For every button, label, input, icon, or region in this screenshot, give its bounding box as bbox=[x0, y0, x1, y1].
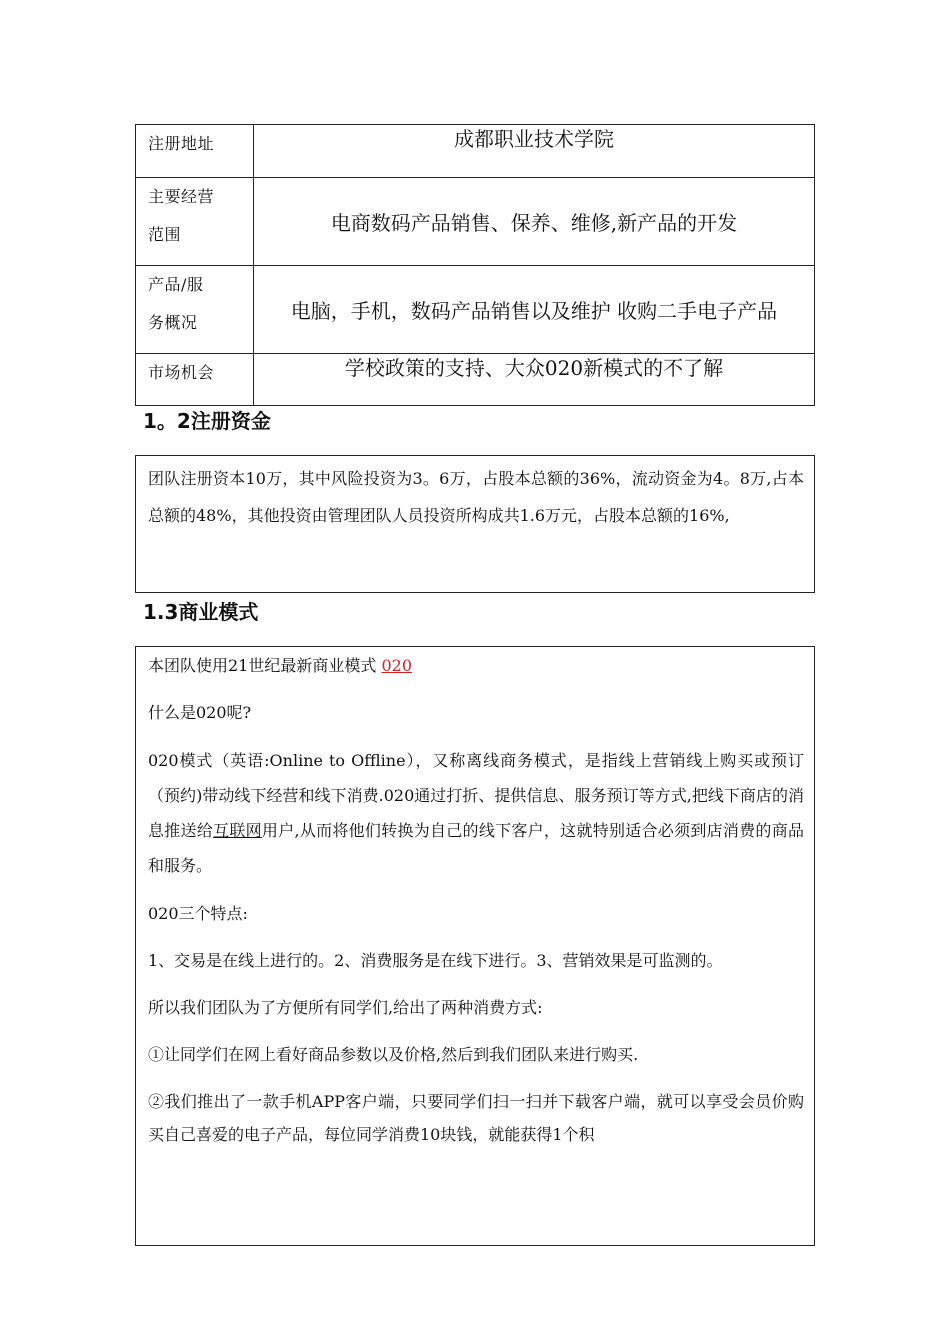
row-label-line: 务概况 bbox=[148, 313, 198, 332]
row-value: 电脑，手机，数码产品销售以及维护 收购二手电子产品 bbox=[254, 266, 815, 354]
company-info-table bbox=[135, 124, 815, 406]
paragraph-text: 本团队使用21世纪最新商业模式 bbox=[148, 656, 382, 675]
paragraph: 1、交易是在线上进行的。2、消费服务是在线下进行。3、营销效果是可监测的。 bbox=[148, 951, 723, 970]
row-label-line: 范围 bbox=[148, 225, 182, 244]
paragraph-text: 020模式（英语:Online to Offline），又称离线商务模式，是指线上营销线上购买或预订（预约)带动线下经营和线下消费.020通过打折、提供信息、服务预订等方式,把线下商店的消息推送给 bbox=[148, 751, 804, 840]
capital-text-box: 团队注册资本10万，其中风险投资为3。6万，占股本总额的36%，流动资金为4。8万,占本总额的48%，其他投资由管理团队人员投资所构成共1.6万元，占股本总额的16%, bbox=[135, 455, 815, 593]
row-label: 市场机会 bbox=[136, 354, 254, 406]
paragraph: 所以我们团队为了方便所有同学们,给出了两种消费方式: bbox=[148, 998, 543, 1017]
paragraph-text: 用户,从而将他们转换为自己的线下客户，这就特别适合必须到店消费的商品和服务。 bbox=[148, 821, 804, 875]
paragraph: ①让同学们在网上看好商品参数以及价格,然后到我们团队来进行购买. bbox=[148, 1045, 639, 1064]
row-label-line: 产品/服 bbox=[148, 275, 204, 294]
paragraph bbox=[148, 743, 804, 883]
row-value: 电商数码产品销售、保养、维修,新产品的开发 bbox=[254, 178, 815, 266]
paragraph: ②我们推出了一款手机APP客户端，只要同学们扫一扫并下载客户端，就可以享受会员价购买自己喜爱的电子产品，每位同学消费10块钱，就能获得1个积 bbox=[148, 1092, 804, 1144]
row-value: 学校政策的支持、大众020新模式的不了解 bbox=[254, 354, 815, 406]
business-model-box bbox=[135, 646, 815, 1246]
table-row bbox=[136, 178, 815, 266]
paragraph bbox=[148, 649, 804, 682]
section-heading-business-model: 1.3商业模式 bbox=[143, 600, 259, 624]
row-label bbox=[136, 266, 254, 354]
table-row bbox=[136, 125, 815, 178]
row-value: 成都职业技术学院 bbox=[254, 125, 815, 178]
o2o-link[interactable]: 020 bbox=[381, 656, 412, 675]
section-heading-capital: 1。2注册资金 bbox=[143, 409, 271, 433]
paragraph: 020三个特点: bbox=[148, 904, 248, 923]
paragraph: 什么是020呢? bbox=[148, 703, 252, 722]
row-label-line: 主要经营 bbox=[148, 187, 215, 206]
internet-link[interactable]: 互联网 bbox=[213, 821, 262, 840]
table-row bbox=[136, 354, 815, 406]
row-label bbox=[136, 178, 254, 266]
row-label: 注册地址 bbox=[136, 125, 254, 178]
table-row bbox=[136, 266, 815, 354]
